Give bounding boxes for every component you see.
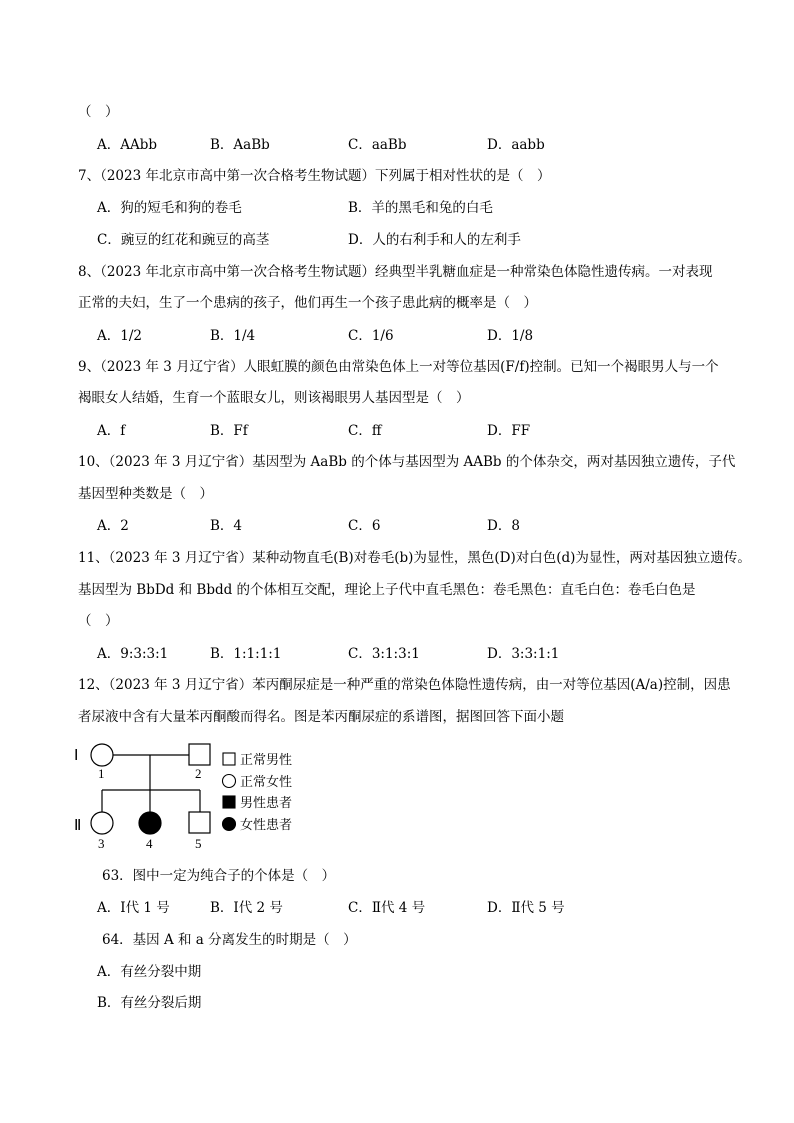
q10-option-c: C．6 — [348, 518, 381, 534]
generation-label-2: Ⅱ — [74, 818, 82, 834]
q6-option-a: A．AAbb — [97, 137, 158, 153]
q9-option-c: C．ff — [348, 423, 382, 439]
q11-option-b: B．1:1:1:1 — [210, 646, 282, 662]
q63-option-b: B．Ⅰ代 2 号 — [210, 900, 283, 916]
q11-option-c: C．3:1:3:1 — [348, 646, 420, 662]
individual-number-5: 5 — [195, 836, 202, 850]
individual-4-affected-female — [139, 812, 161, 834]
q9-option-a: A．f — [97, 423, 126, 439]
q7-option-a: A．狗的短毛和狗的卷毛 — [97, 200, 242, 216]
legend-normal-female-icon — [223, 775, 236, 788]
individual-number-4: 4 — [146, 836, 153, 850]
individual-number-2: 2 — [195, 766, 202, 781]
individual-5-male — [189, 812, 210, 833]
q11-stem-line3: （ ） — [78, 613, 119, 629]
individual-3-female — [91, 812, 113, 834]
q11-option-d: D．3:3:1:1 — [487, 646, 560, 662]
legend-affected-male-icon — [223, 796, 235, 808]
q7-option-d: D．人的右利手和人的左利手 — [348, 232, 521, 248]
individual-number-3: 3 — [98, 836, 105, 850]
q9-option-d: D．FF — [487, 423, 531, 439]
q9-stem-line1: 9、（2023 年 3 月辽宁省）人眼虹膜的颜色由常染色体上一对等位基因(F/f)控制。已知一个褐眼男人与一个 — [78, 359, 719, 375]
q8-option-b: B．1/4 — [210, 328, 256, 344]
q10-option-d: D．8 — [487, 518, 520, 534]
q64-option-a: A．有丝分裂中期 — [97, 964, 202, 980]
individual-2-male — [189, 744, 210, 765]
q8-stem-line1: 8、（2023 年北京市高中第一次合格考生物试题）经典型半乳糖血症是一种常染色体隐性遗传病。一对表现 — [78, 264, 713, 280]
q10-option-a: A．2 — [97, 518, 129, 534]
individual-1-female — [91, 744, 113, 766]
q6-option-c: C．aaBb — [348, 137, 407, 153]
q11-stem-line2: 基因型为 BbDd 和 Bbdd 的个体相互交配，理论上子代中直毛黑色：卷毛黑色：直毛白色：卷毛白色是 — [78, 582, 696, 598]
individual-number-1: 1 — [98, 766, 105, 781]
q8-option-c: C．1/6 — [348, 328, 394, 344]
q6-paren: （ ） — [78, 104, 119, 120]
q7-option-b: B．羊的黑毛和兔的白毛 — [348, 200, 493, 216]
q7-stem: 7、（2023 年北京市高中第一次合格考生物试题）下列属于相对性状的是（ ） — [78, 168, 551, 184]
q9-option-b: B．Ff — [210, 423, 248, 439]
q7-option-c: C．豌豆的红花和豌豆的高茎 — [97, 232, 270, 248]
q10-stem-line2: 基因型种类数是（ ） — [78, 486, 213, 502]
q11-option-a: A．9:3:3:1 — [97, 646, 169, 662]
legend-normal-male-icon — [223, 753, 235, 765]
pedigree-chart — [72, 735, 332, 850]
q9-stem-line2: 褐眼女人结婚，生育一个蓝眼女儿，则该褐眼男人基因型是（ ） — [78, 390, 470, 406]
q63-option-d: D．Ⅱ代 5 号 — [487, 900, 565, 916]
q63-option-a: A．Ⅰ代 1 号 — [97, 900, 170, 916]
q11-stem-line1: 11、（2023 年 3 月辽宁省）某种动物直毛(B)对卷毛(b)为显性，黑色(D)对白色(d)为显性，两对基因独立遗传。 — [78, 550, 751, 566]
q10-stem-line1: 10、（2023 年 3 月辽宁省）基因型为 AaBb 的个体与基因型为 AABb 的个体杂交，两对基因独立遗传，子代 — [78, 454, 736, 470]
legend-normal-female: 正常女性 — [240, 775, 293, 790]
q64-stem: 64．基因 A 和 a 分离发生的时期是（ ） — [102, 932, 357, 948]
q12-stem-line2: 者尿液中含有大量苯丙酮酸而得名。图是苯丙酮尿症的系谱图，据图回答下面小题 — [78, 709, 564, 725]
q6-option-d: D．aabb — [487, 137, 545, 153]
q64-option-b: B．有丝分裂后期 — [97, 995, 202, 1011]
legend-affected-female: 女性患者 — [240, 818, 293, 833]
q8-option-a: A．1/2 — [97, 328, 142, 344]
q8-option-d: D．1/8 — [487, 328, 534, 344]
legend-normal-male: 正常男性 — [240, 753, 293, 768]
q6-option-b: B．AaBb — [210, 137, 270, 153]
legend-affected-female-icon — [223, 818, 236, 831]
q12-stem-line1: 12、（2023 年 3 月辽宁省）苯丙酮尿症是一种严重的常染色体隐性遗传病，由一对等位基因(A/a)控制，因患 — [78, 677, 731, 693]
q8-stem-line2: 正常的夫妇，生了一个患病的孩子，他们再生一个孩子患此病的概率是（ ） — [78, 295, 537, 311]
generation-label-1: Ⅰ — [74, 748, 79, 764]
q10-option-b: B．4 — [210, 518, 243, 534]
q63-stem: 63．图中一定为纯合子的个体是（ ） — [102, 868, 336, 884]
q63-option-c: C．Ⅱ代 4 号 — [348, 900, 426, 916]
legend-affected-male: 男性患者 — [240, 796, 293, 811]
